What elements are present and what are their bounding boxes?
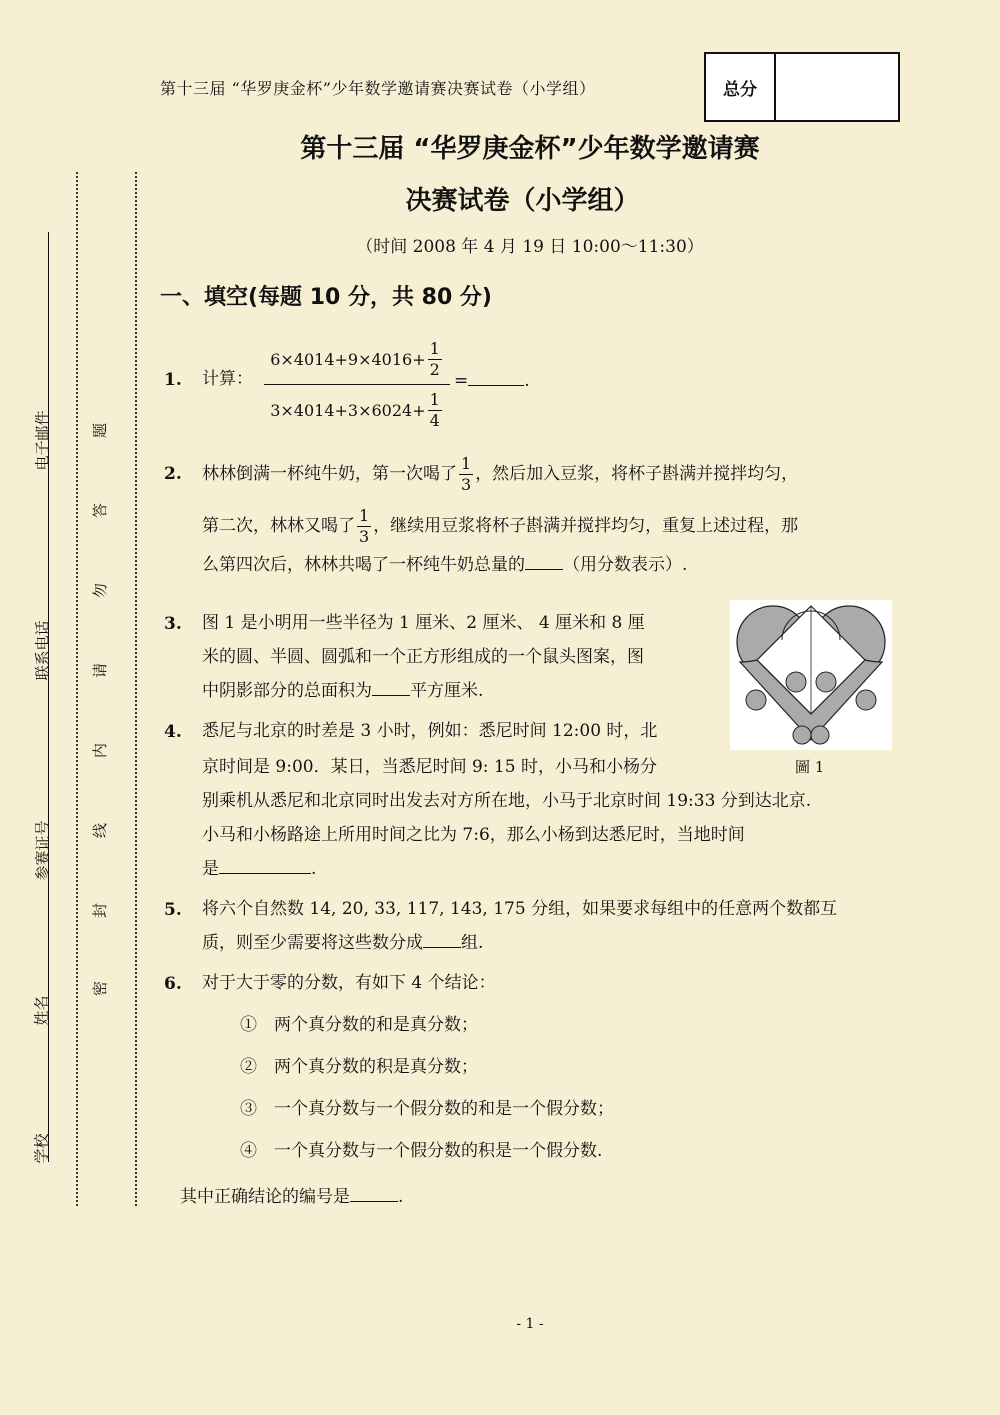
q2-frac-third [357,506,371,547]
q2-text: （用分数表示）. [563,555,688,575]
exam-subtitle: 决赛试卷（小学组） [405,186,640,216]
mouse-head-figure [730,600,892,750]
q2-line1 [202,448,798,500]
q2-text: ，继续用豆浆将杯子斟满并搅拌均匀，重复上述过程，那 [373,516,799,536]
q5-line2 [202,926,483,960]
q1-equals: = [454,371,469,391]
q2-text: 第二次，林林又喝了 [202,516,355,536]
total-score-box [704,52,900,122]
seal-dotted-line-left [76,172,78,1206]
exam-title: 第十三届 “华罗庚金杯”少年数学邀请赛 [300,134,760,164]
total-score-field[interactable] [776,54,898,120]
seal-char: 题 [91,422,110,439]
frac-denominator: 3 [359,526,370,546]
seal-char: 答 [91,502,110,519]
q5-line1: 将六个自然数 14, 20, 33, 117, 143, 175 分组，如果要求每组中的任意两个数都互 [202,899,838,919]
seal-char: 请 [91,662,110,679]
q4-answer-blank[interactable] [219,855,311,874]
frac-numerator: 1 [461,453,472,473]
q2-text: 林林倒满一杯纯牛奶，第一次喝了 [202,464,457,484]
frac-numerator: 1 [359,505,370,525]
q2-text: 么第四次后，林林共喝了一杯纯牛奶总量的 [202,555,525,575]
q4-line5 [202,852,316,886]
field-phone: 联系电话 [33,620,52,681]
q1-prefix: 计算： [202,369,253,389]
q5-text: 质，则至少需要将这些数分成 [202,933,423,953]
seal-char: 线 [91,822,110,839]
seal-char: 内 [91,742,110,759]
q1-fraction [264,334,450,435]
q2-text: ，然后加入豆浆，将杯子斟满并搅拌均匀， [475,464,799,484]
running-title: 第十三届 “华罗庚金杯”少年数学邀请赛决赛试卷（小学组） [160,79,596,98]
frac-denominator: 4 [429,410,440,430]
q6-answer-blank[interactable] [350,1183,398,1202]
q3-text: 中阴影部分的总面积为 [202,681,372,701]
q5-text: 组. [461,933,484,953]
q2-line3 [202,548,687,582]
q5-number: 5. [164,900,182,920]
q3-line1: 图 1 是小明用一些半径为 1 厘米、2 厘米、 4 厘米和 8 厘 [202,613,645,633]
q1-denominator-frac [428,390,442,431]
figure-1 [730,600,892,750]
q3-line3 [202,674,483,708]
figure-1-caption: 圖 1 [795,758,825,776]
q4-line4: 小马和小杨路途上所用时间之比为 7:6，那么小杨到达悉尼时，当地时间 [202,825,745,845]
seal-dotted-line-right [135,172,137,1206]
q3-line2: 米的圆、半圆、圆弧和一个正方形组成的一个鼠头图案，图 [202,647,644,667]
q2-line2 [202,500,798,552]
q6-text: . [398,1187,404,1207]
q1-end: . [524,371,530,391]
section-heading: 一、填空(每题 10 分，共 80 分) [160,285,492,310]
q1-answer-blank[interactable] [468,367,524,386]
q1-numerator-frac [428,339,442,380]
page-number: - 1 - [516,1316,544,1332]
seal-char: 封 [91,902,110,919]
q1-number: 1. [164,370,182,390]
field-name: 姓名 [32,995,51,1026]
seal-char: 勿 [91,582,110,599]
q2-number: 2. [164,464,182,484]
q4-line3: 别乘机从悉尼和北京同时出发去对方所在地，小马于北京时间 19:33 分到达北京. [202,791,812,811]
q2-answer-blank[interactable] [525,551,563,570]
q6-item-2: ② 两个真分数的积是真分数； [240,1057,478,1077]
q4-line2: 京时间是 9:00．某日，当悉尼时间 9: 15 时，小马和小杨分 [202,757,657,777]
total-score-label: 总分 [706,54,776,120]
q4-line1: 悉尼与北京的时差是 3 小时，例如：悉尼时间 12:00 时，北 [202,721,658,741]
q4-number: 4. [164,722,182,742]
q6-item-1: ① 两个真分数的和是真分数； [240,1015,478,1035]
q6-item-4: ④ 一个真分数与一个假分数的积是一个假分数. [240,1141,603,1161]
frac-numerator: 1 [429,389,440,409]
q1-denominator-text: 3×4014+3×6024+ [270,400,426,420]
q6-answer [180,1180,403,1214]
q2-frac-third [459,454,473,495]
exam-time: （时间 2008 年 4 月 19 日 10:00～11:30） [356,237,704,257]
q5-answer-blank[interactable] [423,929,461,948]
q6-text: 其中正确结论的编号是 [180,1187,350,1207]
q1-numerator-text: 6×4014+9×4016+ [270,349,426,369]
frac-denominator: 3 [461,474,472,494]
q3-number: 3. [164,614,182,634]
field-school: 学校 [32,1133,51,1164]
q6-number: 6. [164,974,182,994]
q1-answer [454,364,530,398]
q4-text: . [311,859,317,879]
seal-char: 密 [91,980,110,997]
field-contest-id: 参赛证号 [33,820,52,881]
frac-denominator: 2 [429,359,440,379]
q3-answer-blank[interactable] [372,677,410,696]
q6-intro: 对于大于零的分数，有如下 4 个结论： [202,973,496,993]
q1-denominator [264,385,450,435]
q4-text: 是 [202,859,219,879]
q1-numerator [264,334,450,384]
frac-numerator: 1 [429,338,440,358]
field-email: 电子邮件 [33,410,52,471]
q6-item-3: ③ 一个真分数与一个假分数的和是一个假分数； [240,1099,614,1119]
q3-text: 平方厘米. [410,681,484,701]
